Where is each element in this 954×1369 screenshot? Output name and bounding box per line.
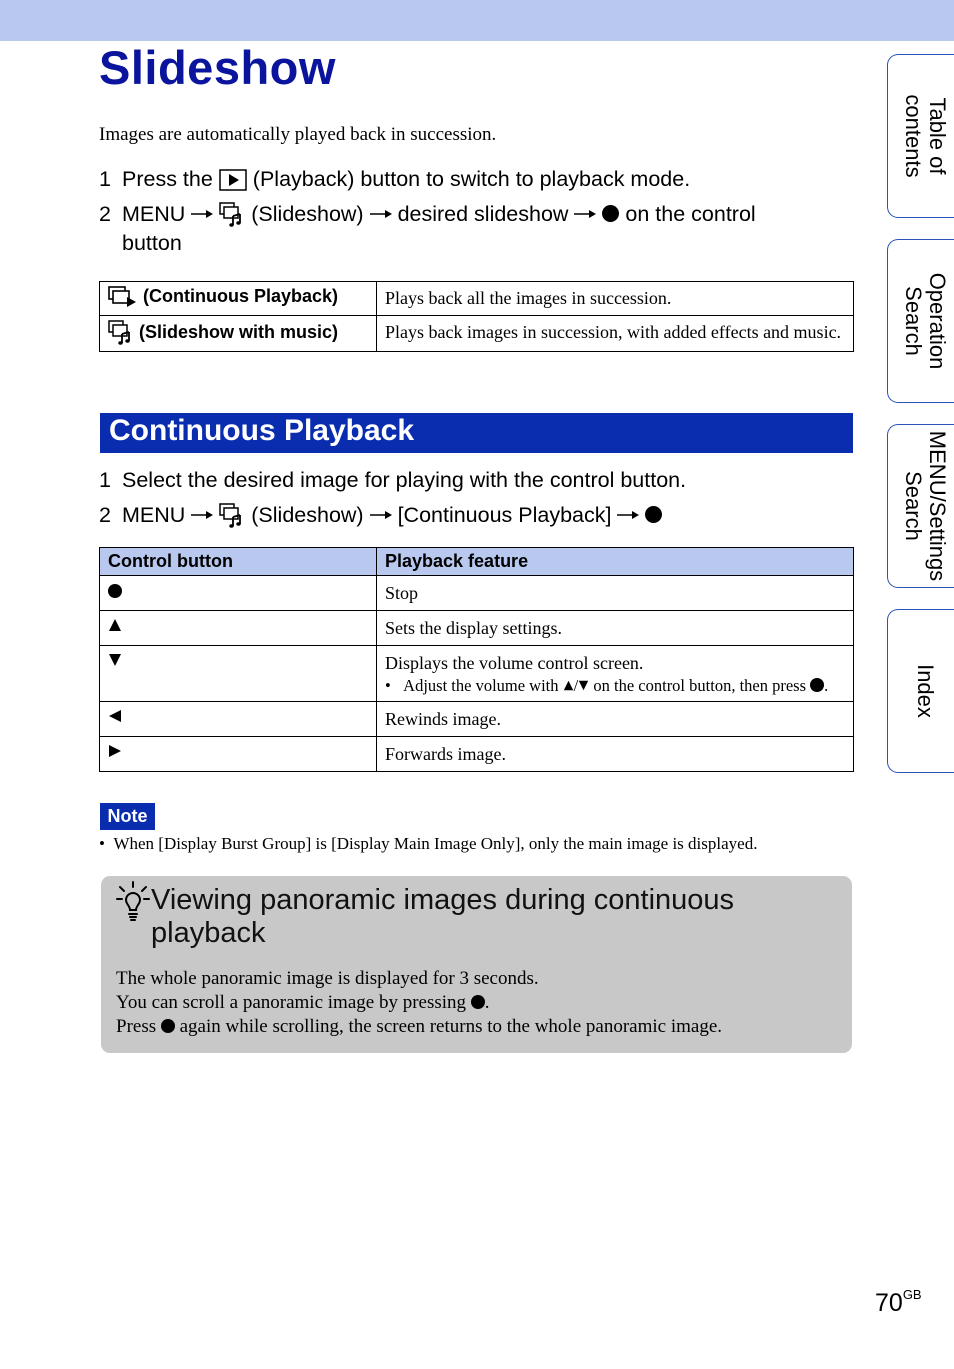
tip-box bbox=[101, 876, 852, 1053]
intro-text: Images are automatically played back in succession. bbox=[99, 124, 497, 145]
arrow-right-icon bbox=[191, 510, 213, 520]
table-row: Forwards image. bbox=[100, 737, 854, 772]
table-row: Displays the volume control screen. • Adjust the volume with / on the control button, then press . bbox=[100, 646, 854, 702]
center-button-icon bbox=[602, 205, 619, 222]
arrow-right-icon bbox=[191, 209, 213, 219]
section-heading: Continuous Playback bbox=[100, 413, 853, 453]
tip-body: The whole panoramic image is displayed for 3 seconds. You can scroll a panoramic image by pressing . Press again while scrolling, the screen returns to the whole panoramic image. bbox=[116, 968, 722, 1037]
slideshow-music-icon bbox=[108, 320, 134, 346]
down-triangle-icon bbox=[108, 653, 122, 667]
tip-title: Viewing panoramic images during continuous playback bbox=[151, 884, 735, 949]
table-row: Rewinds image. bbox=[100, 702, 854, 737]
tab-menu-settings-search[interactable]: MENU/Settings Search bbox=[887, 424, 954, 588]
right-triangle-icon bbox=[108, 744, 122, 758]
table-header-row: Control button Playback feature bbox=[100, 548, 854, 576]
control-button-table bbox=[99, 547, 854, 772]
table-row: Stop bbox=[100, 576, 854, 611]
slideshow-mode-table bbox=[99, 281, 854, 352]
top-band bbox=[0, 0, 954, 41]
up-triangle-icon bbox=[563, 680, 574, 691]
slideshow-icon bbox=[219, 202, 245, 228]
center-button-icon bbox=[161, 1019, 175, 1033]
down-triangle-icon bbox=[578, 680, 589, 691]
continuous-playback-icon bbox=[108, 286, 138, 308]
section-step-2: 2 MENU (Slideshow) [Continuous Playback] bbox=[99, 501, 662, 530]
tab-table-of-contents[interactable]: Table of contents bbox=[887, 54, 954, 218]
table-row: Sets the display settings. bbox=[100, 611, 854, 646]
table-row: (Continuous Playback) Plays back all the images in succession. bbox=[100, 282, 854, 316]
arrow-right-icon bbox=[370, 510, 392, 520]
section-step-1: 1 Select the desired image for playing with the control button. bbox=[99, 468, 687, 492]
page-number: $70^{GB}$ bbox=[875, 1287, 922, 1317]
step-1: 1 Press the (Playback) button to switch to playback mode. bbox=[99, 167, 691, 191]
center-button-icon bbox=[810, 678, 824, 692]
note-badge: Note bbox=[100, 803, 155, 830]
volume-bullet: • Adjust the volume with / on the control button, then press . bbox=[385, 676, 829, 695]
center-button-icon bbox=[645, 506, 662, 523]
arrow-right-icon bbox=[617, 510, 639, 520]
center-button-icon bbox=[471, 995, 485, 1009]
note-text: • When [Display Burst Group] is [Display Main Image Only], only the main image is displayed. bbox=[99, 834, 758, 853]
step-2: 2 MENU (Slideshow) desired slideshow on the control button bbox=[99, 202, 756, 255]
left-triangle-icon bbox=[108, 709, 122, 723]
center-button-icon bbox=[108, 584, 122, 598]
up-triangle-icon bbox=[108, 618, 122, 632]
playback-button-icon bbox=[219, 169, 247, 191]
arrow-right-icon bbox=[370, 209, 392, 219]
tab-operation-search[interactable]: Operation Search bbox=[887, 239, 954, 403]
page-title: Slideshow bbox=[99, 41, 336, 94]
tab-index[interactable]: Index bbox=[887, 609, 954, 773]
table-row: (Slideshow with music) Plays back images in succession, with added effects and music. bbox=[100, 316, 854, 352]
slideshow-icon bbox=[219, 503, 245, 529]
arrow-right-icon bbox=[574, 209, 596, 219]
lightbulb-hint-icon bbox=[115, 880, 151, 922]
